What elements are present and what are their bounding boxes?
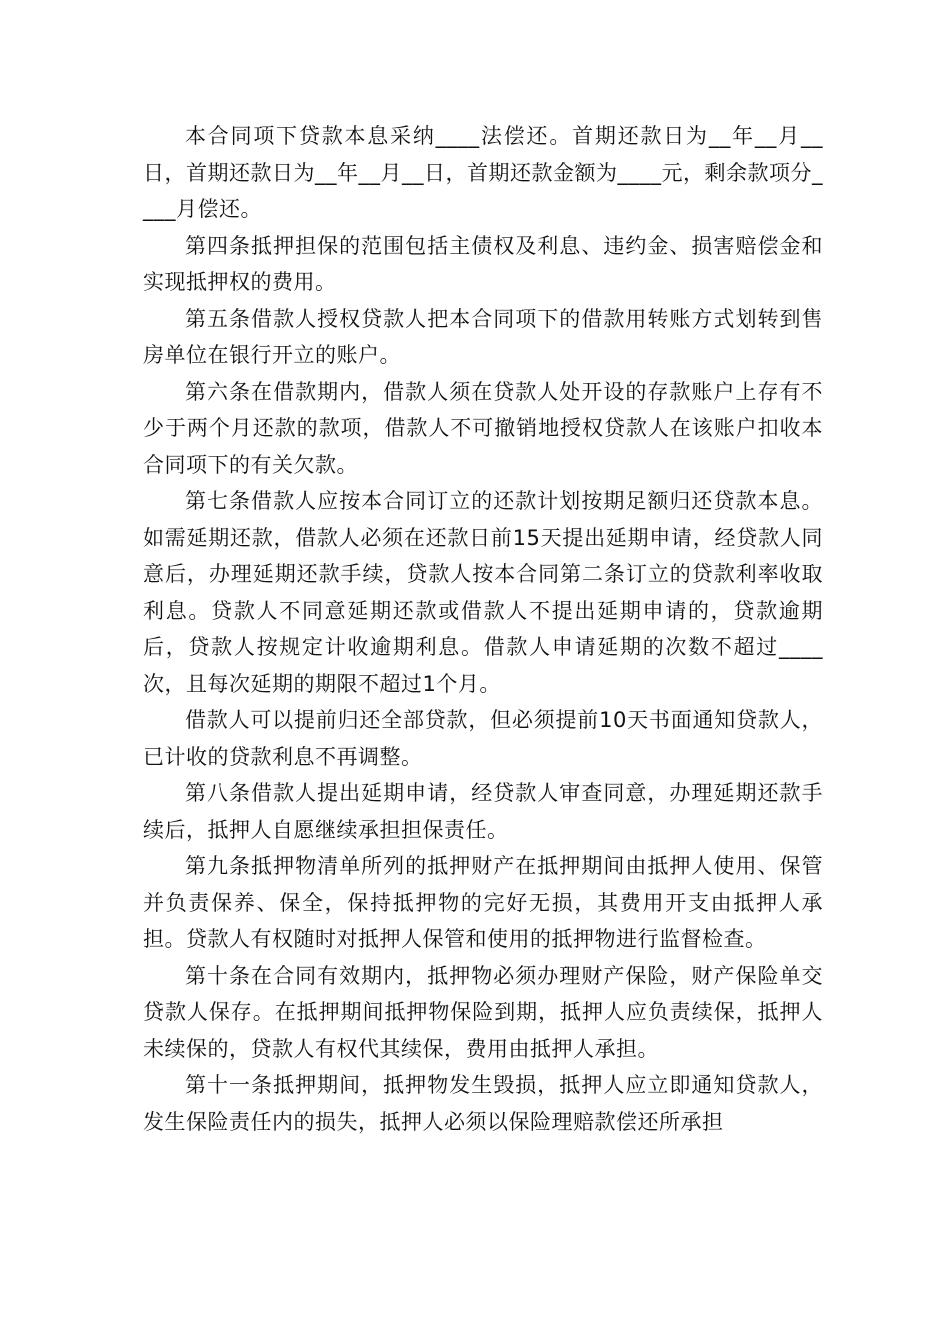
- paragraph-repayment-terms: 本合同项下贷款本息采纳____法偿还。首期还款日为__年__月__日，首期还款日为__年__月__日，首期还款金额为____元，剩余款项分____月偿还。: [143, 124, 823, 221]
- paragraph-early-repayment: 借款人可以提前归还全部贷款，但必须提前10天书面通知贷款人，已计收的贷款利息不再调整。: [143, 708, 823, 769]
- paragraph-article-4: 第四条抵押担保的范围包括主债权及利息、违约金、损害赔偿金和实现抵押权的费用。: [143, 233, 823, 294]
- paragraph-article-11: 第十一条抵押期间，抵押物发生毁损，抵押人应立即通知贷款人，发生保险责任内的损失，抵押人必须以保险理赔款偿还所承担: [143, 1073, 823, 1134]
- paragraph-article-5: 第五条借款人授权贷款人把本合同项下的借款用转账方式划转到售房单位在银行开立的账户。: [143, 306, 823, 367]
- document-body: [143, 118, 823, 1140]
- paragraph-article-10: 第十条在合同有效期内，抵押物必须办理财产保险，财产保险单交贷款人保存。在抵押期间抵押物保险到期，抵押人应负责续保，抵押人未续保的，贷款人有权代其续保，费用由抵押人承担。: [143, 963, 823, 1061]
- paragraph-article-9: 第九条抵押物清单所列的抵押财产在抵押期间由抵押人使用、保管并负责保养、保全，保持抵押物的完好无损，其费用开支由抵押人承担。贷款人有权随时对抵押人保管和使用的抵押物进行监督检查。: [143, 854, 823, 951]
- paragraph-article-8: 第八条借款人提出延期申请，经贷款人审查同意，办理延期还款手续后，抵押人自愿继续承担担保责任。: [143, 781, 823, 842]
- paragraph-article-7: 第七条借款人应按本合同订立的还款计划按期足额归还贷款本息。如需延期还款，借款人必须在还款日前15天提出延期申请，经贷款人同意后，办理延期还款手续，贷款人按本合同第二条订立的贷款利率收取利息。贷款人不同意延期还款或借款人不提出延期申请的，贷款逾期后，贷款人按规定计收逾期利息。借款人申请延期的次数不超过____次，且每次延期的期限不超过1个月。: [143, 489, 823, 696]
- paragraph-article-6: 第六条在借款期内，借款人须在贷款人处开设的存款账户上存有不少于两个月还款的款项，借款人不可撤销地授权贷款人在该账户扣收本合同项下的有关欠款。: [143, 379, 823, 477]
